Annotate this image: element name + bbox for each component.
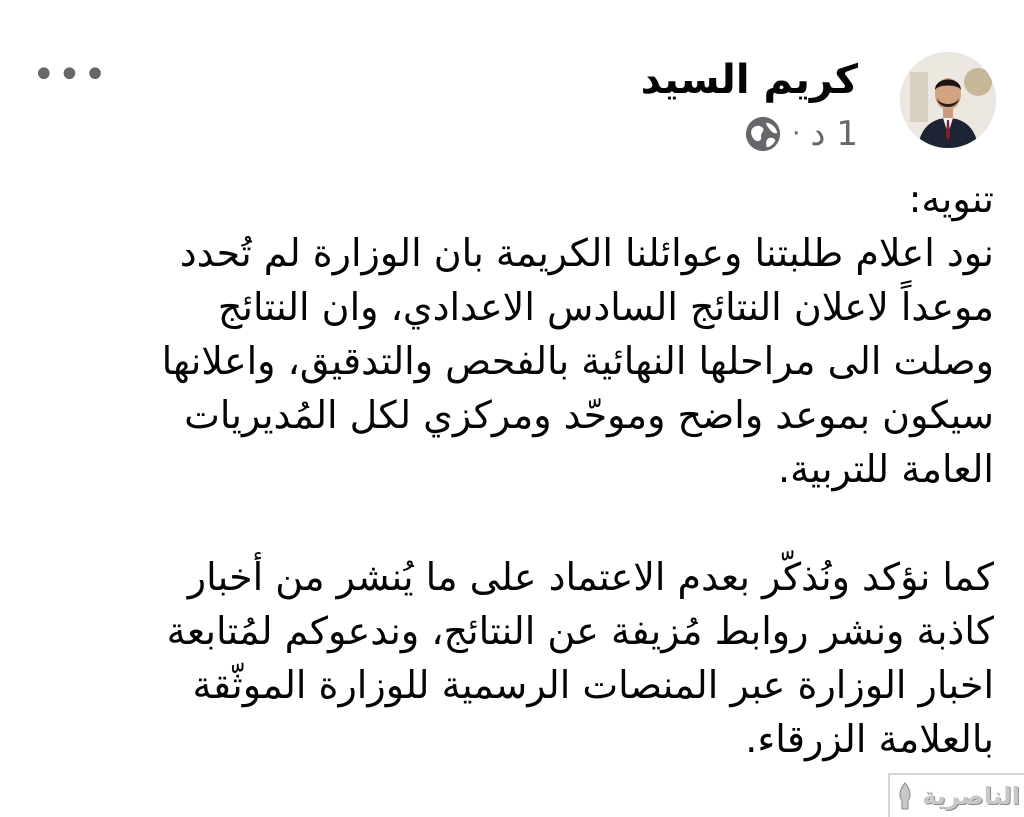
watermark [888, 773, 1024, 817]
post-body [34, 172, 994, 766]
author-avatar[interactable] [900, 52, 996, 148]
watermark-text: الناصرية [922, 782, 1020, 810]
more-options-icon[interactable]: ••• [32, 52, 109, 98]
post-time[interactable]: 1 د [810, 114, 858, 154]
post-paragraph: كما نؤكد ونُذكّر بعدم الاعتماد على ما يُنشر من أخبار كاذبة ونشر روابط مُزيفة عن النتائج، وندعوكم لمُتابعة اخبار الوزارة عبر المنصات الرسمية للوزارة الموثّقة بالعلامة الزرقاء. [166, 555, 994, 761]
watermark-logo-icon [894, 781, 916, 811]
avatar-photo [900, 52, 996, 148]
post-meta [744, 114, 858, 154]
author-name[interactable]: كريم السيد [640, 57, 858, 103]
post-header [28, 52, 996, 162]
post-paragraph: تنويه: نود اعلام طلبتنا وعوائلنا الكريمة بان الوزارة لم تُحدد موعداً لاعلان النتائج السادس الاعدادي، وان النتائج وصلت الى مراحلها النهائية بالفحص والتدقيق، واعلانها سيكون بموعد واضح وموحّد ومركزي لكل المُديريات العامة للتربية. [161, 177, 994, 491]
globe-icon[interactable] [744, 115, 782, 153]
meta-separator: · [792, 119, 801, 149]
